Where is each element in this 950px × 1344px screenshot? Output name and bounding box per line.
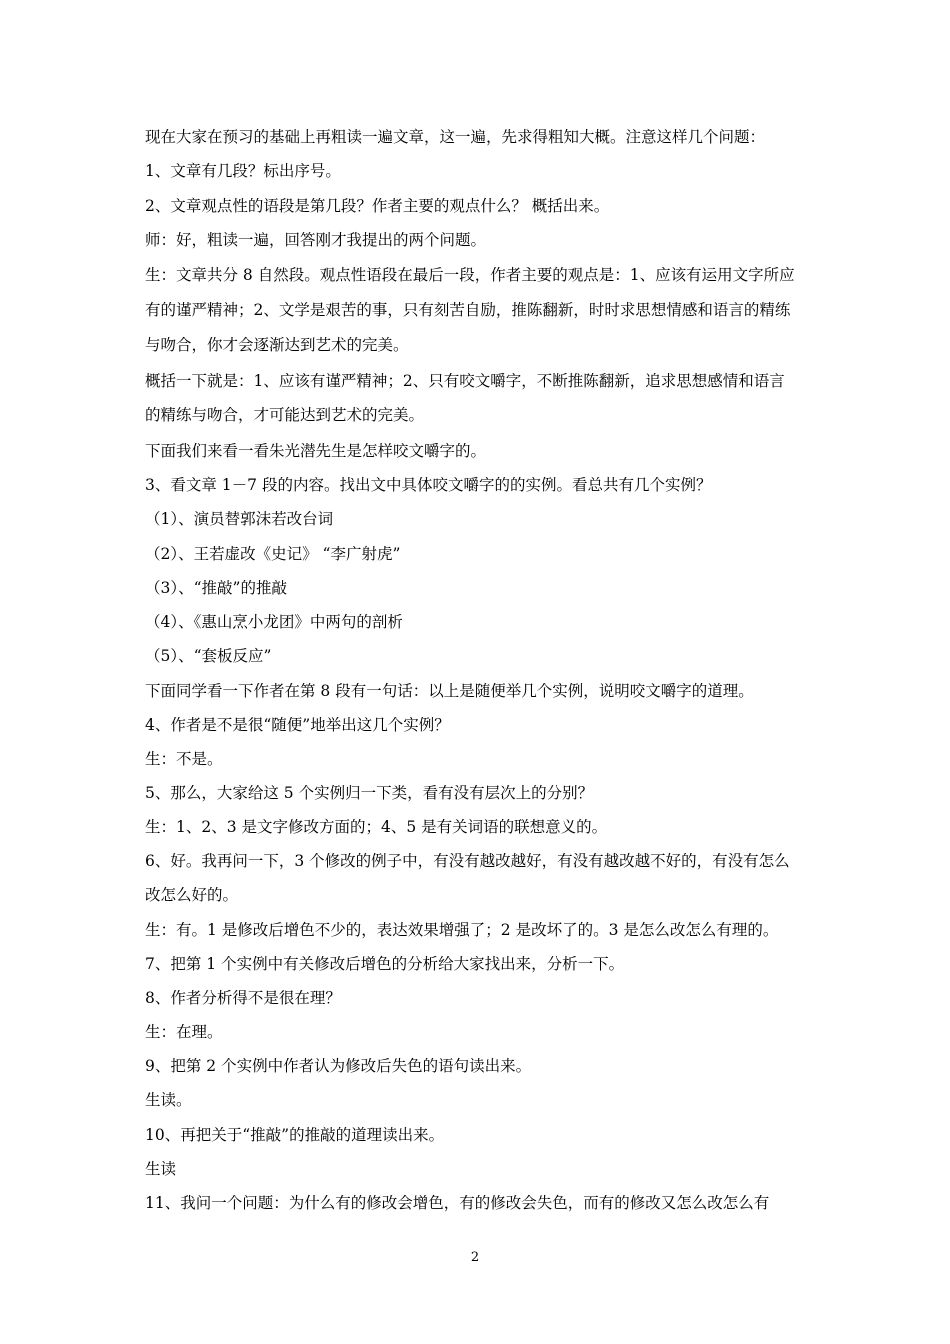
list-item: （3）、“推敲”的推敲 xyxy=(145,579,287,597)
text-line: 师：好，粗读一遍，回答刚才我提出的两个问题。 xyxy=(145,231,487,249)
text-line: 下面同学看一下作者在第 8 段有一句话：以上是随便举几个实例，说明咬文嚼字的道理。 xyxy=(145,682,754,700)
text-line: 1、文章有几段？标出序号。 xyxy=(145,162,341,180)
text-line: 概括一下就是：1、应该有谨严精神；2、只有咬文嚼字，不断推陈翻新，追求思想感情和语言 xyxy=(145,372,785,390)
list-item: （4）、《惠山烹小龙团》中两句的剖析 xyxy=(145,613,403,631)
text-line: 2、文章观点性的语段是第几段？作者主要的观点什么？ 概括出来。 xyxy=(145,197,610,215)
text-line: 4、作者是不是很“随便”地举出这几个实例？ xyxy=(145,716,450,734)
text-line: 有的谨严精神；2、文学是艰苦的事，只有刻苦自励，推陈翻新，时时求思想情感和语言的精练 xyxy=(145,301,791,319)
text-line: 生读 xyxy=(145,1160,177,1178)
text-line: 的精练与吻合，才可能达到艺术的完美。 xyxy=(145,406,425,424)
text-line: 8、作者分析得不是很在理？ xyxy=(145,989,341,1007)
text-line: 生：1、2、3 是文字修改方面的；4、5 是有关词语的联想意义的。 xyxy=(145,818,608,836)
text-line: 改怎么好的。 xyxy=(145,886,239,904)
text-line: 5、那么，大家给这 5 个实例归一下类，看有没有层次上的分别？ xyxy=(145,784,594,802)
text-line: 生：文章共分 8 自然段。观点性语段在最后一段，作者主要的观点是：1、应该有运用文字所应 xyxy=(145,266,795,284)
text-line: 11、我问一个问题：为什么有的修改会增色，有的修改会失色，而有的修改又怎么改怎么有 xyxy=(145,1194,770,1212)
list-item: （5）、“套板反应” xyxy=(145,647,272,665)
text-line: 9、把第 2 个实例中作者认为修改后失色的语句读出来。 xyxy=(145,1057,532,1075)
list-item: （2）、王若虚改《史记》 “李广射虎” xyxy=(145,545,401,563)
text-line: 6、好。我再问一下，3 个修改的例子中，有没有越改越好，有没有越改越不好的，有没有怎么 xyxy=(145,852,790,870)
text-line: 与吻合，你才会逐渐达到艺术的完美。 xyxy=(145,336,409,354)
text-line: 下面我们来看一看朱光潜先生是怎样咬文嚼字的。 xyxy=(145,442,487,460)
page-number: 2 xyxy=(470,1250,480,1265)
text-line: 生：不是。 xyxy=(145,750,223,768)
text-line: 10、再把关于“推敲”的推敲的道理读出来。 xyxy=(145,1126,445,1144)
text-line: 生：有。1 是修改后增色不少的，表达效果增强了；2 是改坏了的。3 是怎么改怎么有理的。 xyxy=(145,921,779,939)
text-line: 7、把第 1 个实例中有关修改后增色的分析给大家找出来，分析一下。 xyxy=(145,955,625,973)
text-line: 现在大家在预习的基础上再粗读一遍文章，这一遍，先求得粗知大概。注意这样几个问题： xyxy=(145,128,766,146)
text-line: 3、看文章 1－7 段的内容。找出文中具体咬文嚼字的的实例。看总共有几个实例？ xyxy=(145,476,712,494)
text-line: 生：在理。 xyxy=(145,1023,223,1041)
text-line: 生读。 xyxy=(145,1091,192,1109)
list-item: （1）、演员替郭沫若改台词 xyxy=(145,510,334,528)
